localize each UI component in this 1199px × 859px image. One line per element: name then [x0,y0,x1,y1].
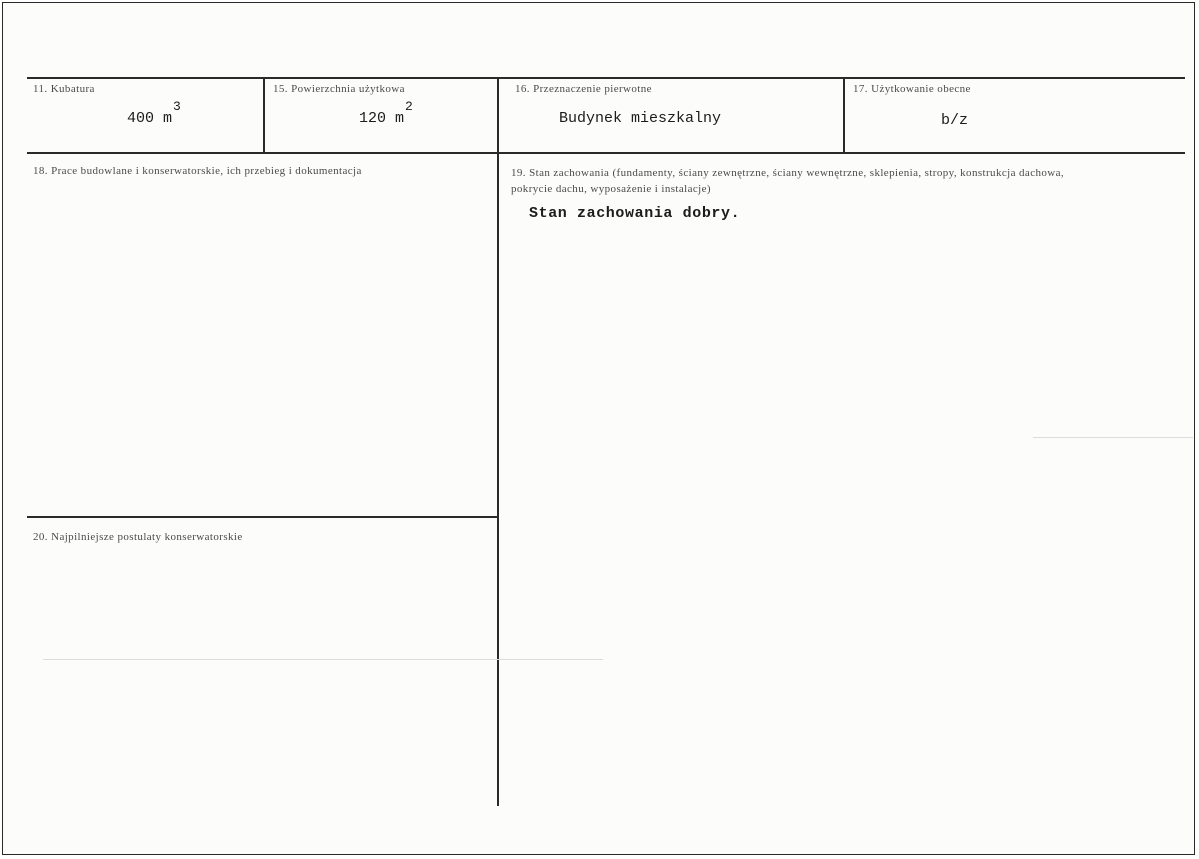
powierzchnia-label: 15. Powierzchnia użytkowa [273,83,405,95]
kubatura-number: 400 m [127,110,173,127]
postulaty-label: 20. Najpilniejsze postulaty konserwatorskie [33,531,243,543]
przeznaczenie-value: Budynek mieszkalny [559,110,722,127]
powierzchnia-exponent: 2 [405,99,413,114]
stan-label: 19. Stan zachowania (fundamenty, ściany zewnętrzne, ściany wewnętrzne, sklepienia, stropy, konstrukcja dachowa, pokrycie dachu, wyposażenie i instalacje) [511,167,1065,195]
kubatura-label: 11. Kubatura [33,83,95,95]
powierzchnia-value [359,99,413,127]
top-rule [27,77,1185,79]
stan-value: Stan zachowania dobry. [529,205,741,222]
uzytkowanie-label: 17. Użytkowanie obecne [853,83,971,95]
col-divider-1 [263,77,265,153]
scan-artifact-line [43,659,603,660]
scan-artifact-line [1033,437,1193,438]
col-divider-3 [843,77,845,153]
prace-label: 18. Prace budowlane i konserwatorskie, ich przebieg i dokumentacja [33,165,362,177]
row-divider [27,152,1185,154]
section-divider-20 [27,516,498,518]
uzytkowanie-value: b/z [941,112,969,129]
kubatura-value [127,99,181,127]
przeznaczenie-label: 16. Przeznaczenie pierwotne [515,83,652,95]
record-card [2,2,1195,855]
col-divider-2 [497,77,499,153]
kubatura-exponent: 3 [173,99,181,114]
lower-col-divider [497,152,499,806]
powierzchnia-number: 120 m [359,110,405,127]
